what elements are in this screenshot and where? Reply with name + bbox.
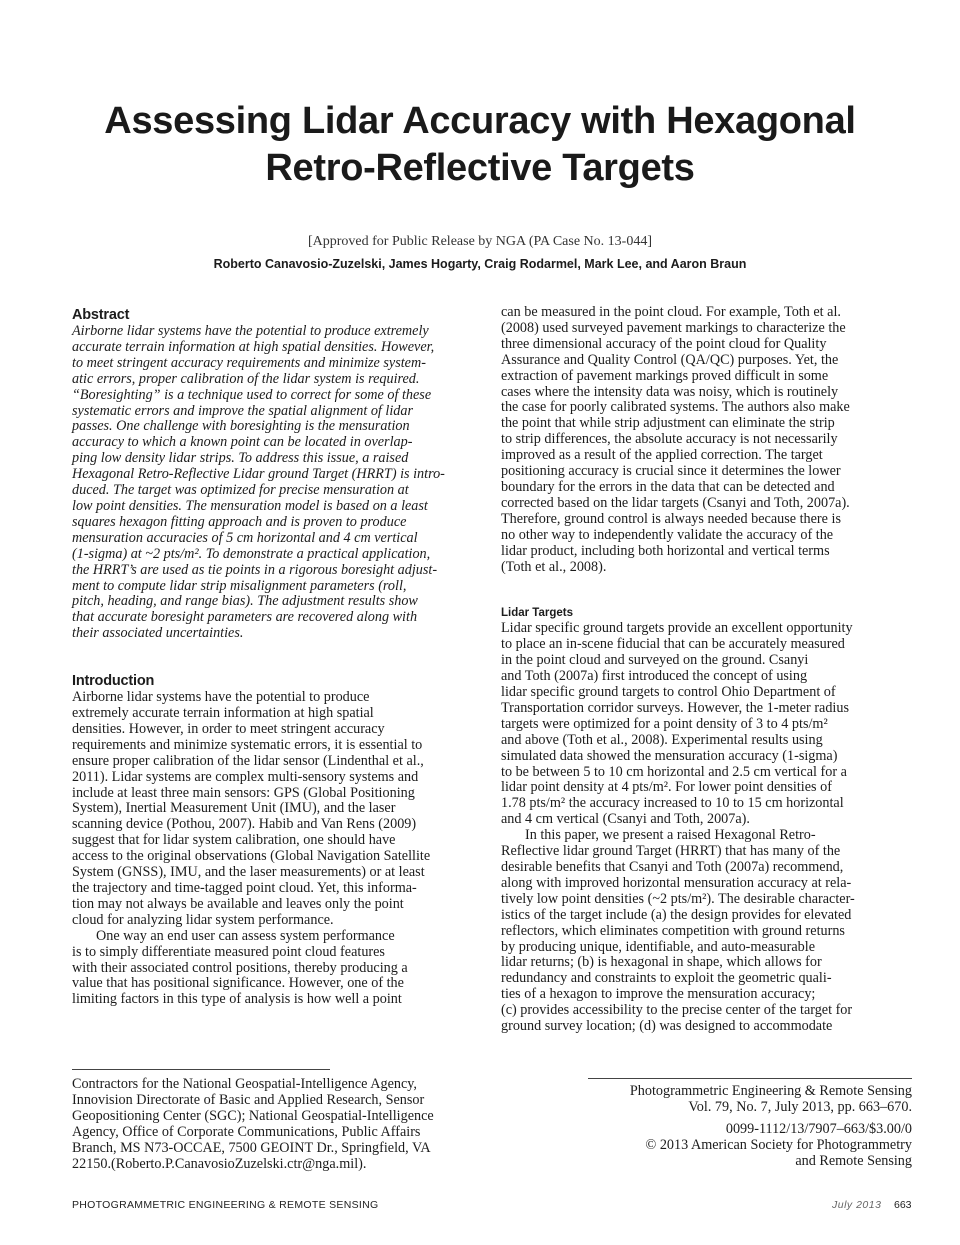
title-line: Assessing Lidar Accuracy with Hexagonal [104,100,856,142]
text-line: desirable benefits that Csanyi and Toth (2007a) recommend, [501,859,844,875]
text-line: 22150.(Roberto.P.CanavosioZuzelski.ctr@nga.mil). [72,1156,367,1172]
text-line: suggest that for lidar system calibration, one should have [72,832,396,849]
text-line: lidar point density at 4 pts/m². For lower point densities of [501,779,832,796]
text-line: in the point cloud and surveyed on the ground. Csanyi [501,652,809,669]
text-line: Vol. 79, No. 7, July 2013, pp. 663–670. [688,1099,912,1115]
text-line: reflectors, which eliminates competition with ground returns [501,922,845,939]
text-line: low point densities. The mensuration model is based on a least [72,497,428,514]
text-line: is to simply differentiate measured point cloud features [72,943,385,960]
left-column [72,306,484,1008]
right-paragraph-3 [501,828,913,1035]
text-line: System), Inertial Measurement Unit (IMU), and the laser [72,800,396,817]
text-line: Transportation corridor surveys. However, the 1-meter radius [501,699,849,716]
text-line: ground survey location; (d) was designed to accommodate [501,1018,833,1035]
text-line: extraction of pavement markings proved difficult in some [501,367,829,384]
text-line: pitch, heading, and range bias). The adjustment results show [72,593,418,610]
text-line: tively low point densities (~2 pts/m²). The desirable character- [501,890,855,907]
text-line: Lidar specific ground targets provide an excellent opportunity [501,620,853,637]
text-line: (Toth et al., 2008). [501,558,607,575]
lidar-targets-heading: Lidar Targets [501,607,573,620]
text-line: ping low density lidar strips. To address this issue, a raised [72,450,409,467]
introduction-paragraph-2 [72,929,484,1009]
text-line: to meet stringent accuracy requirements and minimize system- [72,354,426,371]
text-line: ment to compute lidar strip misalignment parameters (roll, [72,577,407,594]
journal-info [560,1083,912,1169]
text-line: 2011). Lidar systems are complex multi-sensory systems and [72,768,419,785]
text-line: One way an end user can assess system performance [96,927,395,944]
journal-citation [560,1083,912,1115]
text-line: duced. The target was optimized for precise mensuration at [72,482,409,499]
text-line: Therefore, ground control is always needed because there is [501,510,841,527]
text-line: accuracy to which a known point can be located in overlap- [72,434,413,451]
text-line: limiting factors in this type of analysis is how well a point [72,991,402,1008]
text-line: cloud for analyzing lidar system performance. [72,911,334,928]
right-paragraph-2 [501,621,913,828]
text-line: (2008) used surveyed pavement markings to characterize the [501,319,846,336]
text-line: System (GNSS), IMU, and the laser measurements) or at least [72,864,425,881]
text-line: can be measured in the point cloud. For example, Toth et al. [501,304,841,320]
text-line: to strip differences, the absolute accuracy is not necessarily [501,431,838,448]
text-line: the point that while strip adjustment can eliminate the strip [501,415,835,432]
right-column [501,305,913,1035]
text-line: along with improved horizontal mensuration accuracy at rela- [501,874,852,891]
abstract-body [72,324,484,642]
text-line: the trajectory and time-tagged point cloud. Yet, this informa- [72,880,417,896]
text-line: positioning accuracy is crucial since it determines the lower [501,463,841,480]
text-line: corrected based on the lidar targets (Csanyi and Toth, 2007a). [501,494,850,511]
text-line: lidar specific ground targets to control Ohio Department of [501,684,836,701]
release-notice: [Approved for Public Release by NGA (PA Case No. 13-044] [308,234,652,249]
right-paragraph-1 [501,305,913,575]
title-line: Retro-Reflective Targets [265,147,695,189]
footer-journal-name: PHOTOGRAMMETRIC ENGINEERING & REMOTE SENSING [72,1199,379,1211]
text-line: their associated uncertainties. [72,625,244,642]
text-line: extremely accurate terrain information at high spatial [72,705,374,722]
text-line: Geopositioning Center (SGC); National Geospatial-Intelligence [72,1108,434,1124]
text-line: the case for poorly calibrated systems. The authors also make [501,399,850,416]
text-line: accurate terrain information at high spatial densities. However, [72,338,435,355]
journal-info-rule [588,1078,912,1079]
text-line: that accurate boresight parameters are recovered along with [72,609,418,626]
text-line: istics of the target include (a) the design provides for elevated [501,906,852,923]
introduction-paragraph-1 [72,690,484,929]
text-line: by producing unique, identifiable, and auto-measurable [501,938,815,955]
text-line: access to the original observations (Global Navigation Satellite [72,848,431,865]
text-line: Reflective lidar ground Target (HRRT) that has many of the [501,843,841,860]
footnote-rule [72,1069,330,1070]
introduction-heading: Introduction [72,673,155,690]
text-line: “Boresighting” is a technique used to correct for some of these [72,386,432,403]
text-line: 1.78 pts/m² the accuracy increased to 10 to 15 cm horizontal [501,795,844,812]
text-line: atic errors, proper calibration of the lidar system is required. [72,370,420,387]
journal-copyright [560,1121,912,1169]
text-line: scanning device (Pothou, 2007). Habib and Van Rens (2009) [72,816,417,833]
text-line: Hexagonal Retro-Reflective Lidar ground Target (HRRT) is intro- [72,466,445,483]
text-line: value that has positional significance. However, one of the [72,975,404,992]
text-line: Innovision Directorate of Basic and Applied Research, Sensor [72,1092,425,1108]
text-line: no other way to independently validate the accuracy of the [501,526,834,543]
text-line: to place an in-scene fiducial that can be accurately measured [501,636,845,653]
text-line: and Toth (2007a) first introduced the concept of using [501,668,808,685]
text-line: requirements and minimize systematic errors, it is essential to [72,736,423,753]
footer-date: July 2013 [832,1199,882,1211]
text-line: ties of a hexagon to improve the mensuration accuracy; [501,986,816,1003]
text-line: Contractors for the National Geospatial-Intelligence Agency, [72,1076,417,1092]
text-line: Agency, Office of Corporate Communications, Public Affairs [72,1124,421,1140]
page-number: 663 [894,1199,912,1211]
affiliation-footnote [72,1076,492,1172]
text-line: and Remote Sensing [795,1153,912,1169]
text-line: tion may not always be available and leaves only the point [72,895,404,912]
author-list: Roberto Canavosio-Zuzelski, James Hogarty, Craig Rodarmel, Mark Lee, and Aaron Braun [213,257,747,271]
text-line: Photogrammetric Engineering & Remote Sensing [629,1083,912,1099]
text-line: redundancy and constraints to exploit the geometric quali- [501,970,832,987]
text-line: passes. One challenge with boresighting is the mensuration [72,418,410,435]
text-line: boundary for the errors in the data that can be detected and [501,478,835,495]
text-line: cases where the intensity data was noisy, which is routinely [501,383,839,400]
text-line: (c) provides accessibility to the precise center of the target for [501,1002,853,1019]
text-line: targets were optimized for a point density of 3 to 4 pts/m² [501,715,828,732]
text-line: the HRRT’s are used as tie points in a rigorous boresight adjust- [72,561,438,578]
text-line: and above (Toth et al., 2008). Experimental results using [501,731,823,748]
text-line: to be between 5 to 10 cm horizontal and 2.5 cm vertical for a [501,763,847,780]
text-line: improved as a result of the applied correction. The target [501,447,823,464]
text-line: squares hexagon fitting approach and is proven to produce [72,513,407,530]
text-line: three dimensional accuracy of the point cloud for Quality [501,335,827,352]
text-line: and 4 cm vertical (Csanyi and Toth, 2007a). [501,811,750,828]
text-line: In this paper, we present a raised Hexagonal Retro- [525,827,816,844]
text-line: 0099-1112/13/7907–663/$3.00/0 [725,1121,912,1137]
text-line: mensuration accuracies of 5 cm horizontal and 4 cm vertical [72,529,418,546]
paper-title [0,98,960,192]
text-line: simulated data showed the mensuration accuracy (1-sigma) [501,747,838,764]
text-line: ensure proper calibration of the lidar sensor (Lindenthal et al., [72,752,424,769]
text-line: systematic errors and improve the spatial alignment of lidar [72,402,413,419]
text-line: Airborne lidar systems have the potential to produce [72,689,370,706]
text-line: © 2013 American Society for Photogrammetry [645,1137,912,1153]
text-line: with their associated control positions, thereby producing a [72,959,408,976]
text-line: densities. However, in order to meet stringent accuracy [72,720,385,737]
text-line: (1-sigma) at ~2 pts/m². To demonstrate a practical application, [72,545,431,562]
text-line: Assurance and Quality Control (QA/QC) purposes. Yet, the [501,351,839,368]
text-line: Branch, MS N73-OCCAE, 7500 GEOINT Dr., Springfield, VA [72,1140,431,1156]
text-line: lidar product, including both horizontal and vertical terms [501,542,830,559]
text-line: lidar returns; (b) is hexagonal in shape, which allows for [501,954,822,971]
abstract-heading: Abstract [72,307,130,323]
text-line: include at least three main sensors: GPS (Global Positioning [72,784,415,801]
text-line: Airborne lidar systems have the potential to produce extremely [72,323,429,339]
